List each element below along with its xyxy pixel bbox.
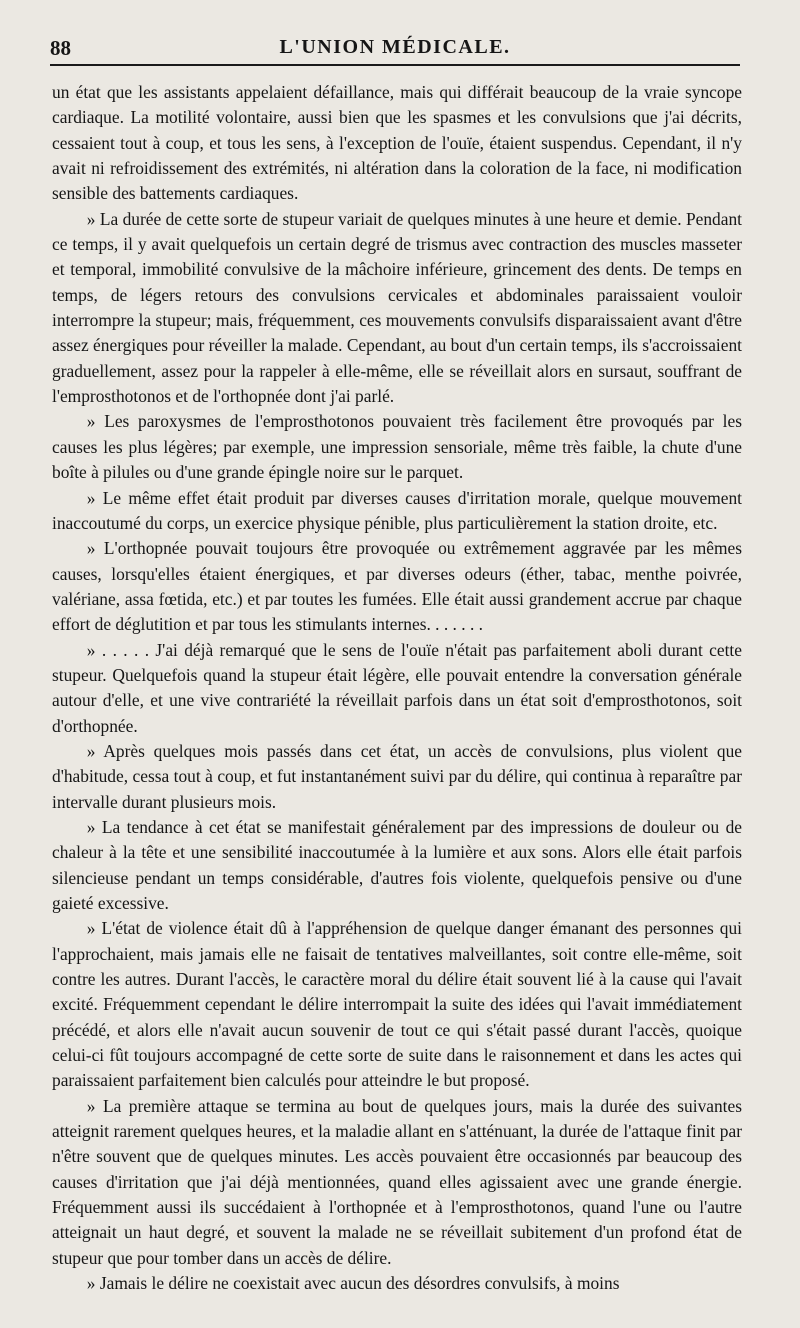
article-body	[52, 80, 742, 1297]
page-number: 88	[50, 36, 71, 60]
header-rule	[50, 64, 740, 66]
paragraph-10: » La première attaque se termina au bout de quelques jours, mais la durée des suivantes atteignit rarement quelques heures, et la maladie allant en s'atténuant, la durée de l'attaque finit par n'être souvent que de quelques minutes. Les accès pouvaient être occasionnés par beaucoup des causes d'irritation que j'ai déjà mentionnées, quand elles agissaient avec une grande énergie. Fréquemment aussi ils succédaient à l'orthopnée et à l'emprosthotonos, quand l'une ou l'autre atteignait un haut degré, et souvent la malade ne se réveillait subitement d'un profond état de stupeur que pour tomber dans un accès de délire.	[52, 1095, 742, 1268]
paragraph-8: » La tendance à cet état se manifestait généralement par des impressions de douleur ou de chaleur à la tête et une sensibilité inaccoutumée à la lumière et aux sons. Alors elle était parfois silencieuse pendant un temps considérable, d'autres fois violente, quelquefois pensive ou d'une gaieté excessive.	[52, 816, 742, 913]
paragraph-5: » L'orthopnée pouvait toujours être provoquée ou extrêmement aggravée par les mêmes causes, lorsqu'elles étaient énergiques, et par diverses odeurs (éther, tabac, menthe poivrée, valériane, assa fœtida, etc.) et par toutes les fumées. Elle était aussi grandement accrue par chaque effort de déglutition et par tous les stimulants internes. . . . . . .	[52, 538, 742, 635]
running-title: L'UNION MÉDICALE.	[279, 36, 511, 58]
paragraph-9: » L'état de violence était dû à l'appréhension de quelque danger émanant des personnes qui l'approchaient, mais jamais elle ne faisait de tentatives malveillantes, soit contre elle-même, soit contre les autres. Durant l'accès, le caractère moral du délire était souvent lié à la cause qui l'avait excité. Fréquemment cependant le délire interrompait la suite des idées qui l'avait immédiatement précédé, et alors elle n'avait aucun souvenir de tout ce qui s'était passé durant l'accès, quoique celui-ci fût toujours accompagné de cette sorte de suite dans le raisonnement et dans les actes qui paraissaient parfaitement bien calculés pour atteindre le but proposé.	[52, 918, 742, 1091]
paragraph-1: un état que les assistants appelaient défaillance, mais qui différait beaucoup de la vraie syncope cardiaque. La motilité volontaire, aussi bien que les spasmes et les convulsions que j'ai décrits, cessaient tout à coup, et tous les sens, à l'exception de l'ouïe, étaient suspendus. Cependant, il n'y avait ni refroidissement des extrémités, ni altération dans la coloration de la face, ni modification sensible des battements cardiaques.	[52, 82, 742, 204]
paragraph-3: » Les paroxysmes de l'emprosthotonos pouvaient très facilement être provoqués par les causes les plus légères; par exemple, une impression sensoriale, même très faible, la chute d'une boîte à pilules ou d'une grande épingle noire sur le parquet.	[52, 411, 742, 483]
paragraph-11: » Jamais le délire ne coexistait avec aucun des désordres convulsifs, à moins	[86, 1273, 620, 1294]
paragraph-6: » . . . . . J'ai déjà remarqué que le sens de l'ouïe n'était pas parfaitement aboli durant cette stupeur. Quelquefois quand la stupeur était légère, elle pouvait entendre la conversation générale autour d'elle, et une vive contrariété la réveillait parfois dans un état soit d'emprosthotonos, soit d'orthopnée.	[52, 639, 742, 736]
page-header	[50, 32, 740, 66]
paragraph-7: » Après quelques mois passés dans cet état, un accès de convulsions, plus violent que d'habitude, cessa tout à coup, et fut instantanément suivi par du délire, qui continua à reparaître par intervalle durant plusieurs mois.	[52, 740, 742, 812]
paragraph-2: » La durée de cette sorte de stupeur variait de quelques minutes à une heure et demie. Pendant ce temps, il y avait quelquefois un certain degré de trismus avec contraction des muscles masseter et temporal, immobilité convulsive de la mâchoire inférieure, grincement des dents. De temps en temps, de légers retours des convulsions cervicales et abdominales paraissaient vouloir interrompre la stupeur; mais, fréquemment, ces mouvements convulsifs disparaissaient avant d'être assez énergiques pour réveiller la malade. Cependant, au bout d'un certain temps, ils s'accroissaient graduellement, assez pour la rappeler à elle-même, elle se réveillait alors en sursaut, souffrant de l'emprosthotonos et de l'orthopnée dont j'ai parlé.	[52, 208, 742, 407]
paragraph-4: » Le même effet était produit par diverses causes d'irritation morale, quelque mouvement inaccoutumé du corps, un exercice physique pénible, plus particulièrement la station droite, etc.	[52, 487, 742, 533]
